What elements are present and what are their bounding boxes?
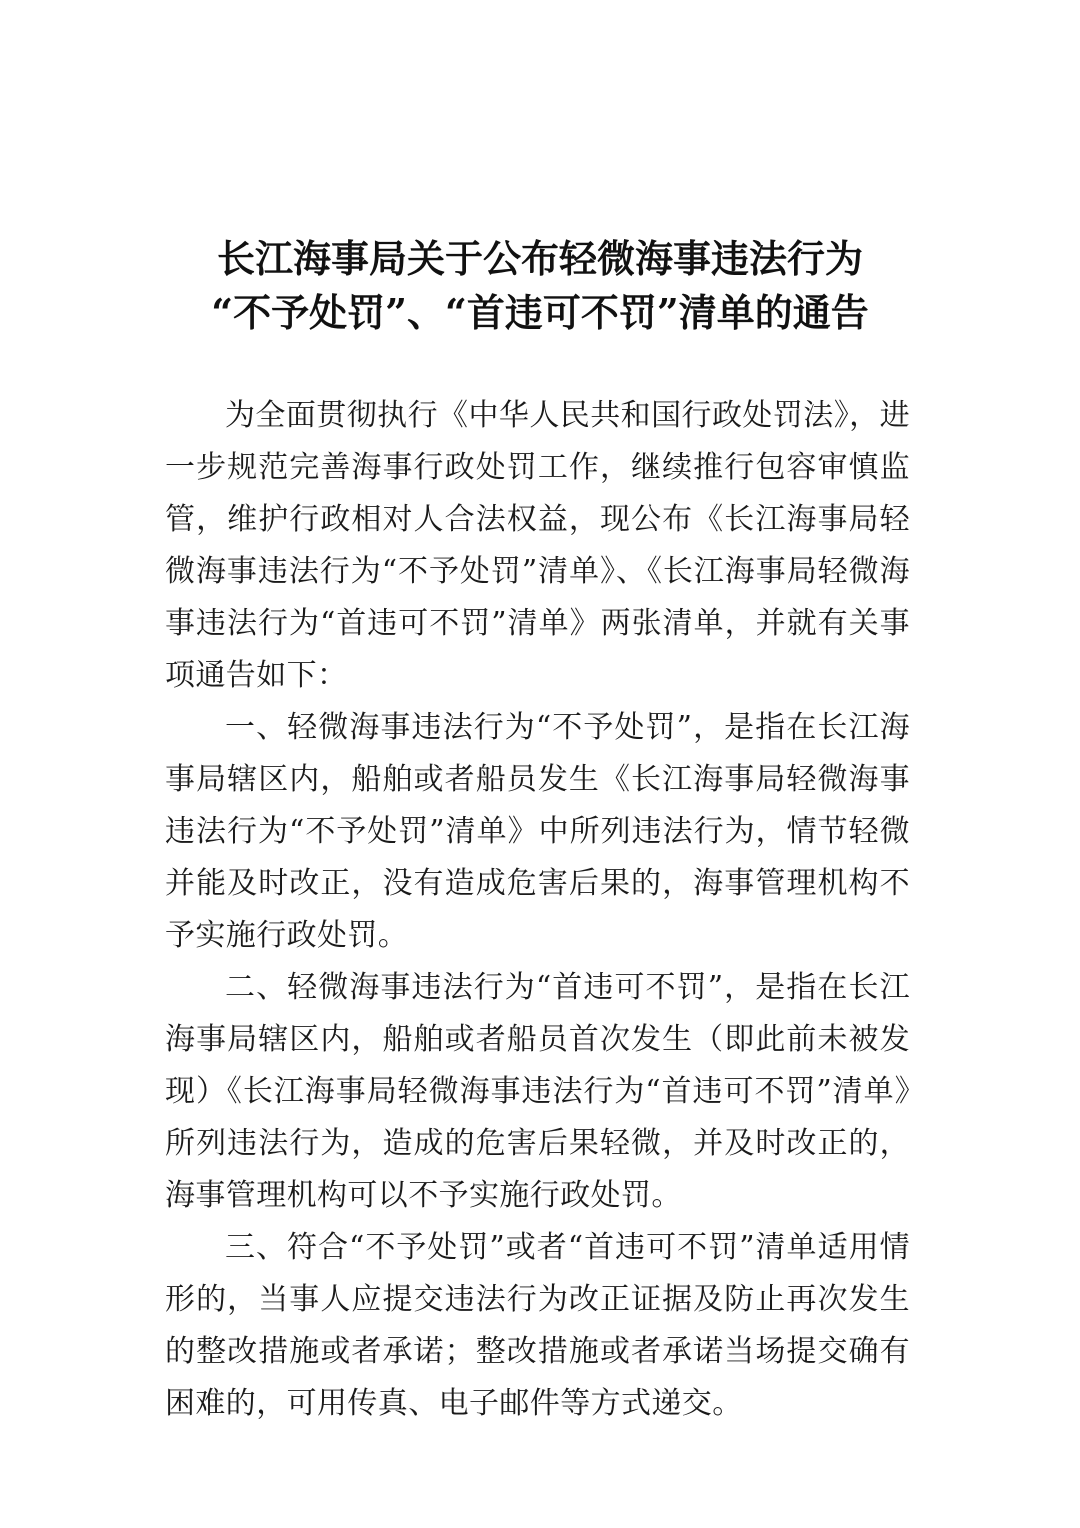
document-body	[165, 390, 910, 1430]
body-paragraph-item-2: 二、轻微海事违法行为“首违可不罚”，是指在长江海事局辖区内，船舶或者船员首次发生（即此前未被发现）《长江海事局轻微海事违法行为“首违可不罚”清单》所列违法行为，造成的危害后果轻微，并及时改正的，海事管理机构可以不予实施行政处罚。	[165, 970, 910, 1213]
document-title	[0, 232, 1080, 340]
body-paragraph-item-3: 三、符合“不予处罚”或者“首违可不罚”清单适用情形的，当事人应提交违法行为改正证据及防止再次发生的整改措施或者承诺；整改措施或者承诺当场提交确有困难的，可用传真、电子邮件等方式递交。	[165, 1230, 910, 1421]
body-paragraph-item-1: 一、轻微海事违法行为“不予处罚”，是指在长江海事局辖区内，船舶或者船员发生《长江海事局轻微海事违法行为“不予处罚”清单》中所列违法行为，情节轻微并能及时改正，没有造成危害后果的，海事管理机构不予实施行政处罚。	[165, 710, 910, 953]
title-line-2: “不予处罚”、“首违可不罚”清单的通告	[211, 290, 869, 335]
title-line-1: 长江海事局关于公布轻微海事违法行为	[216, 236, 863, 281]
body-paragraph-intro: 为全面贯彻执行《中华人民共和国行政处罚法》，进一步规范完善海事行政处罚工作，继续推行包容审慎监管，维护行政相对人合法权益，现公布《长江海事局轻微海事违法行为“不予处罚”清单》、《长江海事局轻微海事违法行为“首违可不罚”清单》两张清单，并就有关事项通告如下：	[165, 398, 910, 693]
